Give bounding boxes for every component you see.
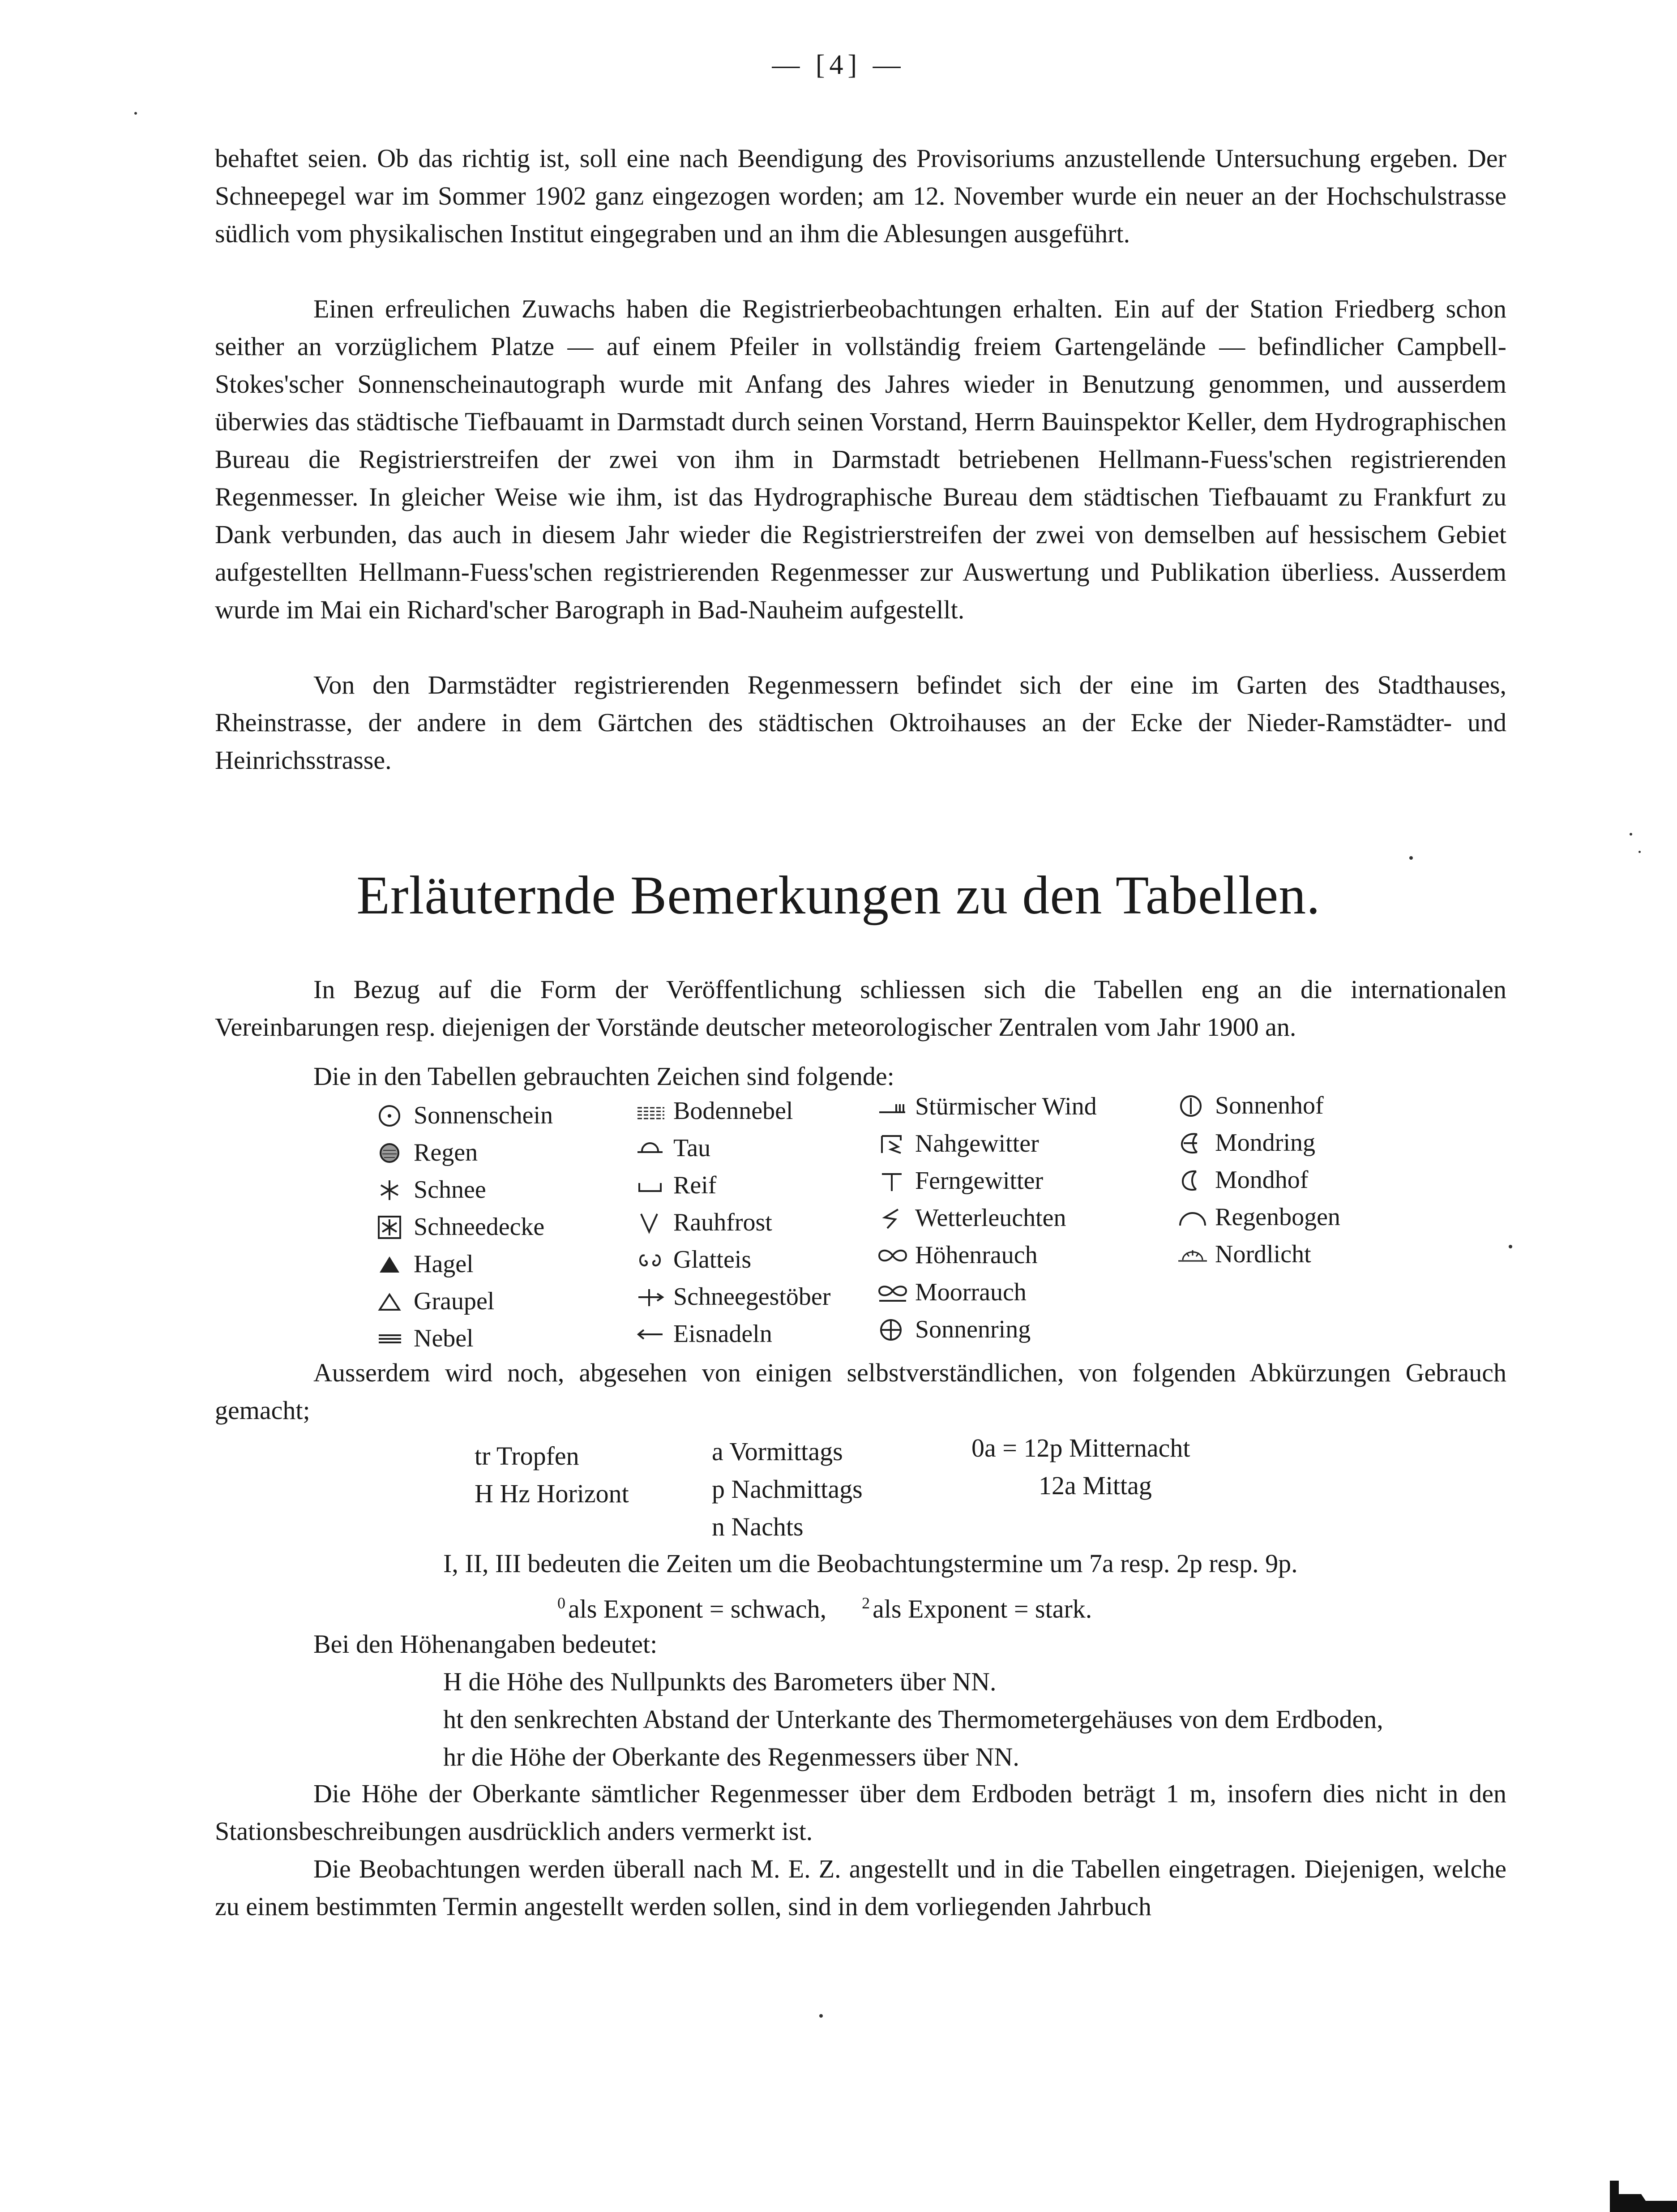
legend-item: Eisnadeln — [636, 1316, 830, 1353]
section-intro: In Bezug auf die Form der Veröffentlichung schliessen sich die Tabellen eng an die internationalen Vereinbarungen resp. diejenigen der Vorstände deutscher meteorologischer Zentralen vom Jahr 1900 an. — [215, 975, 1506, 1042]
dew-icon — [636, 1136, 666, 1161]
signs-intro: Die in den Tabellen gebrauchten Zeichen sind folgende: — [313, 1062, 894, 1091]
legend-item: Glatteis — [636, 1241, 830, 1278]
legend-item: Sonnenschein — [376, 1097, 553, 1134]
rime-icon — [636, 1210, 666, 1235]
snow-cover-icon — [376, 1215, 406, 1240]
abbr-item: a Vormittags — [712, 1437, 843, 1466]
intro-paragraph-1: behaftet seien. Ob das richtig ist, soll eine nach Beendigung des Provisoriums anzustellende Untersuchung ergeben. Der Schneepegel war im Sommer 1902 ganz eingezogen worden; am 12. November wurde ein neuer an der Hochschulstrasse südlich vom physikalischen Institut eingegraben und an ihm die Ablesungen ausgeführt. — [215, 144, 1506, 248]
legend-item: Regenbogen — [1177, 1199, 1340, 1236]
termine-line: I, II, III bedeuten die Zeiten um die Beobachtungstermine um 7a resp. 2p resp. 9p. — [443, 1549, 1298, 1578]
glaze-icon — [636, 1247, 666, 1273]
abbr-item: 12a Mittag — [1039, 1471, 1152, 1500]
ice-needles-icon — [636, 1322, 666, 1347]
legend-item: Rauhfrost — [636, 1204, 830, 1241]
distant-thunderstorm-icon — [877, 1169, 908, 1194]
legend-item: Reif — [636, 1167, 830, 1204]
hail-icon — [376, 1252, 406, 1277]
abbr-item: H Hz Horizont — [475, 1479, 629, 1508]
height-item-3: hr die Höhe der Oberkante des Regenmessers über NN. — [443, 1742, 1019, 1771]
legend-item: Schneegestöber — [636, 1278, 830, 1316]
legend-column-3 — [877, 1088, 1097, 1348]
ground-fog-icon — [636, 1099, 666, 1124]
closing-paragraph-1: Die Höhe der Oberkante sämtlicher Regenmesser über dem Erdboden beträgt 1 m, insofern dies nicht in den Stationsbeschreibungen ausdrücklich anders vermerkt ist. — [215, 1779, 1506, 1846]
drifting-snow-icon — [636, 1285, 666, 1310]
legend-item: Höhenrauch — [877, 1237, 1097, 1274]
solar-ring-icon — [877, 1317, 908, 1342]
legend-item: Nordlicht — [1177, 1236, 1340, 1273]
moor-smoke-icon — [877, 1280, 908, 1305]
near-thunderstorm-icon — [877, 1132, 908, 1157]
storm-wind-icon — [877, 1094, 908, 1119]
abbr-item: 0a = 12p Mitternacht — [971, 1433, 1190, 1462]
abbr-column-2 — [712, 1433, 863, 1546]
sheet-lightning-icon — [877, 1206, 908, 1231]
abbr-column-1 — [475, 1437, 629, 1513]
solar-halo-icon — [1177, 1093, 1208, 1119]
rainbow-icon — [1177, 1205, 1208, 1230]
closing-paragraph-2: Die Beobachtungen werden überall nach M. E. Z. angestellt und in die Tabellen eingetragen. Diejenigen, welche zu einem bestimmten Termin angestellt werden sollen, sind in dem vorliegenden Jahrbuch — [215, 1854, 1506, 1921]
legend-item: Schneedecke — [376, 1209, 553, 1246]
legend-item: Bodennebel — [636, 1093, 830, 1130]
sun-icon — [376, 1103, 406, 1128]
height-item-1: H die Höhe des Nullpunkts des Barometers über NN. — [443, 1667, 997, 1696]
section-heading: Erläuternde Bemerkungen zu den Tabellen. — [356, 865, 1321, 926]
legend-item: Regen — [376, 1134, 553, 1171]
legend-column-4 — [1177, 1087, 1340, 1273]
fog-icon — [376, 1326, 406, 1351]
legend-item: Mondring — [1177, 1124, 1340, 1162]
legend-item: Ferngewitter — [877, 1162, 1097, 1200]
legend-item: Sonnenhof — [1177, 1087, 1340, 1124]
height-intro: Bei den Höhenangaben bedeutet: — [313, 1629, 658, 1659]
legend-item: Graupel — [376, 1283, 553, 1320]
abbr-item: tr Tropfen — [475, 1441, 579, 1470]
legend-item: Moorrauch — [877, 1274, 1097, 1311]
abbr-item: p Nachmittags — [712, 1475, 863, 1504]
page-number: — [4] — — [772, 50, 905, 80]
lunar-ring-icon — [1177, 1131, 1208, 1156]
legend-item: Mondhof — [1177, 1162, 1340, 1199]
abbr-intro: Ausserdem wird noch, abgesehen von einigen selbstverständlichen, von folgenden Abkürzungen Gebrauch gemacht; — [215, 1358, 1506, 1425]
aurora-icon — [1177, 1242, 1208, 1267]
lunar-halo-icon — [1177, 1168, 1208, 1193]
exponent-line: $^0$ als Exponent = schwach, $^2$ als Exponent = stark. — [557, 1594, 1092, 1624]
intro-paragraph-3: Von den Darmstädter registrierenden Regenmessern befindet sich der eine im Garten des Stadthauses, Rheinstrasse, der andere in dem Gärtchen des städtischen Oktroihauses an der Ecke der Nieder-Ramstädter- und Heinrichsstrasse. — [215, 670, 1506, 775]
height-item-2: ht den senkrechten Abstand der Unterkante des Thermometergehäuses von dem Erdboden, — [443, 1705, 1383, 1734]
legend-item: Stürmischer Wind — [877, 1088, 1097, 1125]
legend-item: Tau — [636, 1130, 830, 1167]
intro-paragraph-2: Einen erfreulichen Zuwachs haben die Registrierbeobachtungen erhalten. Ein auf der Station Friedberg schon seither an vorzüglichem Platze — auf einem Pfeiler in vollständig freiem Gartengelände — befindlicher Campbell-Stokes'scher Sonnenscheinautograph wurde mit Anfang des Jahres wieder in Benutzung genommen, und ausserdem überwies das städtische Tiefbauamt in Darmstadt durch seinen Vorstand, Herrn Bauinspektor Keller, dem Hydrographischen Bureau die Registrierstreifen der zwei von ihm in Darmstadt betriebenen Hellmann-Fuess'schen registrierenden Regenmesser. In gleicher Weise wie ihm, ist das Hydrographische Bureau dem städtischen Tiefbauamt zu Frankfurt zu Dank verbunden, das auch in diesem Jahr wieder die Registrierstreifen der zwei von demselben auf hessischem Gebiet aufgestellten Hellmann-Fuess'schen registrierenden Regenmesser zur Auswertung und Publikation überliess. Ausserdem wurde im Mai ein Richard'scher Barograph in Bad-Nauheim aufgestellt. — [215, 294, 1506, 624]
scan-corner-mark — [1601, 2158, 1677, 2212]
abbr-column-3 — [971, 1429, 1190, 1505]
legend-item: Nebel — [376, 1320, 553, 1357]
snow-icon — [376, 1178, 406, 1203]
legend-item: Hagel — [376, 1246, 553, 1283]
legend-item: Wetterleuchten — [877, 1200, 1097, 1237]
legend-item: Sonnenring — [877, 1311, 1097, 1348]
haze-icon — [877, 1243, 908, 1268]
legend-item: Schnee — [376, 1171, 553, 1209]
abbr-item: n Nachts — [712, 1512, 804, 1541]
legend-column-2 — [636, 1093, 830, 1353]
legend-item: Nahgewitter — [877, 1125, 1097, 1162]
rain-icon — [376, 1140, 406, 1166]
legend-column-1 — [376, 1097, 553, 1357]
graupel-icon — [376, 1289, 406, 1314]
frost-icon — [636, 1173, 666, 1198]
